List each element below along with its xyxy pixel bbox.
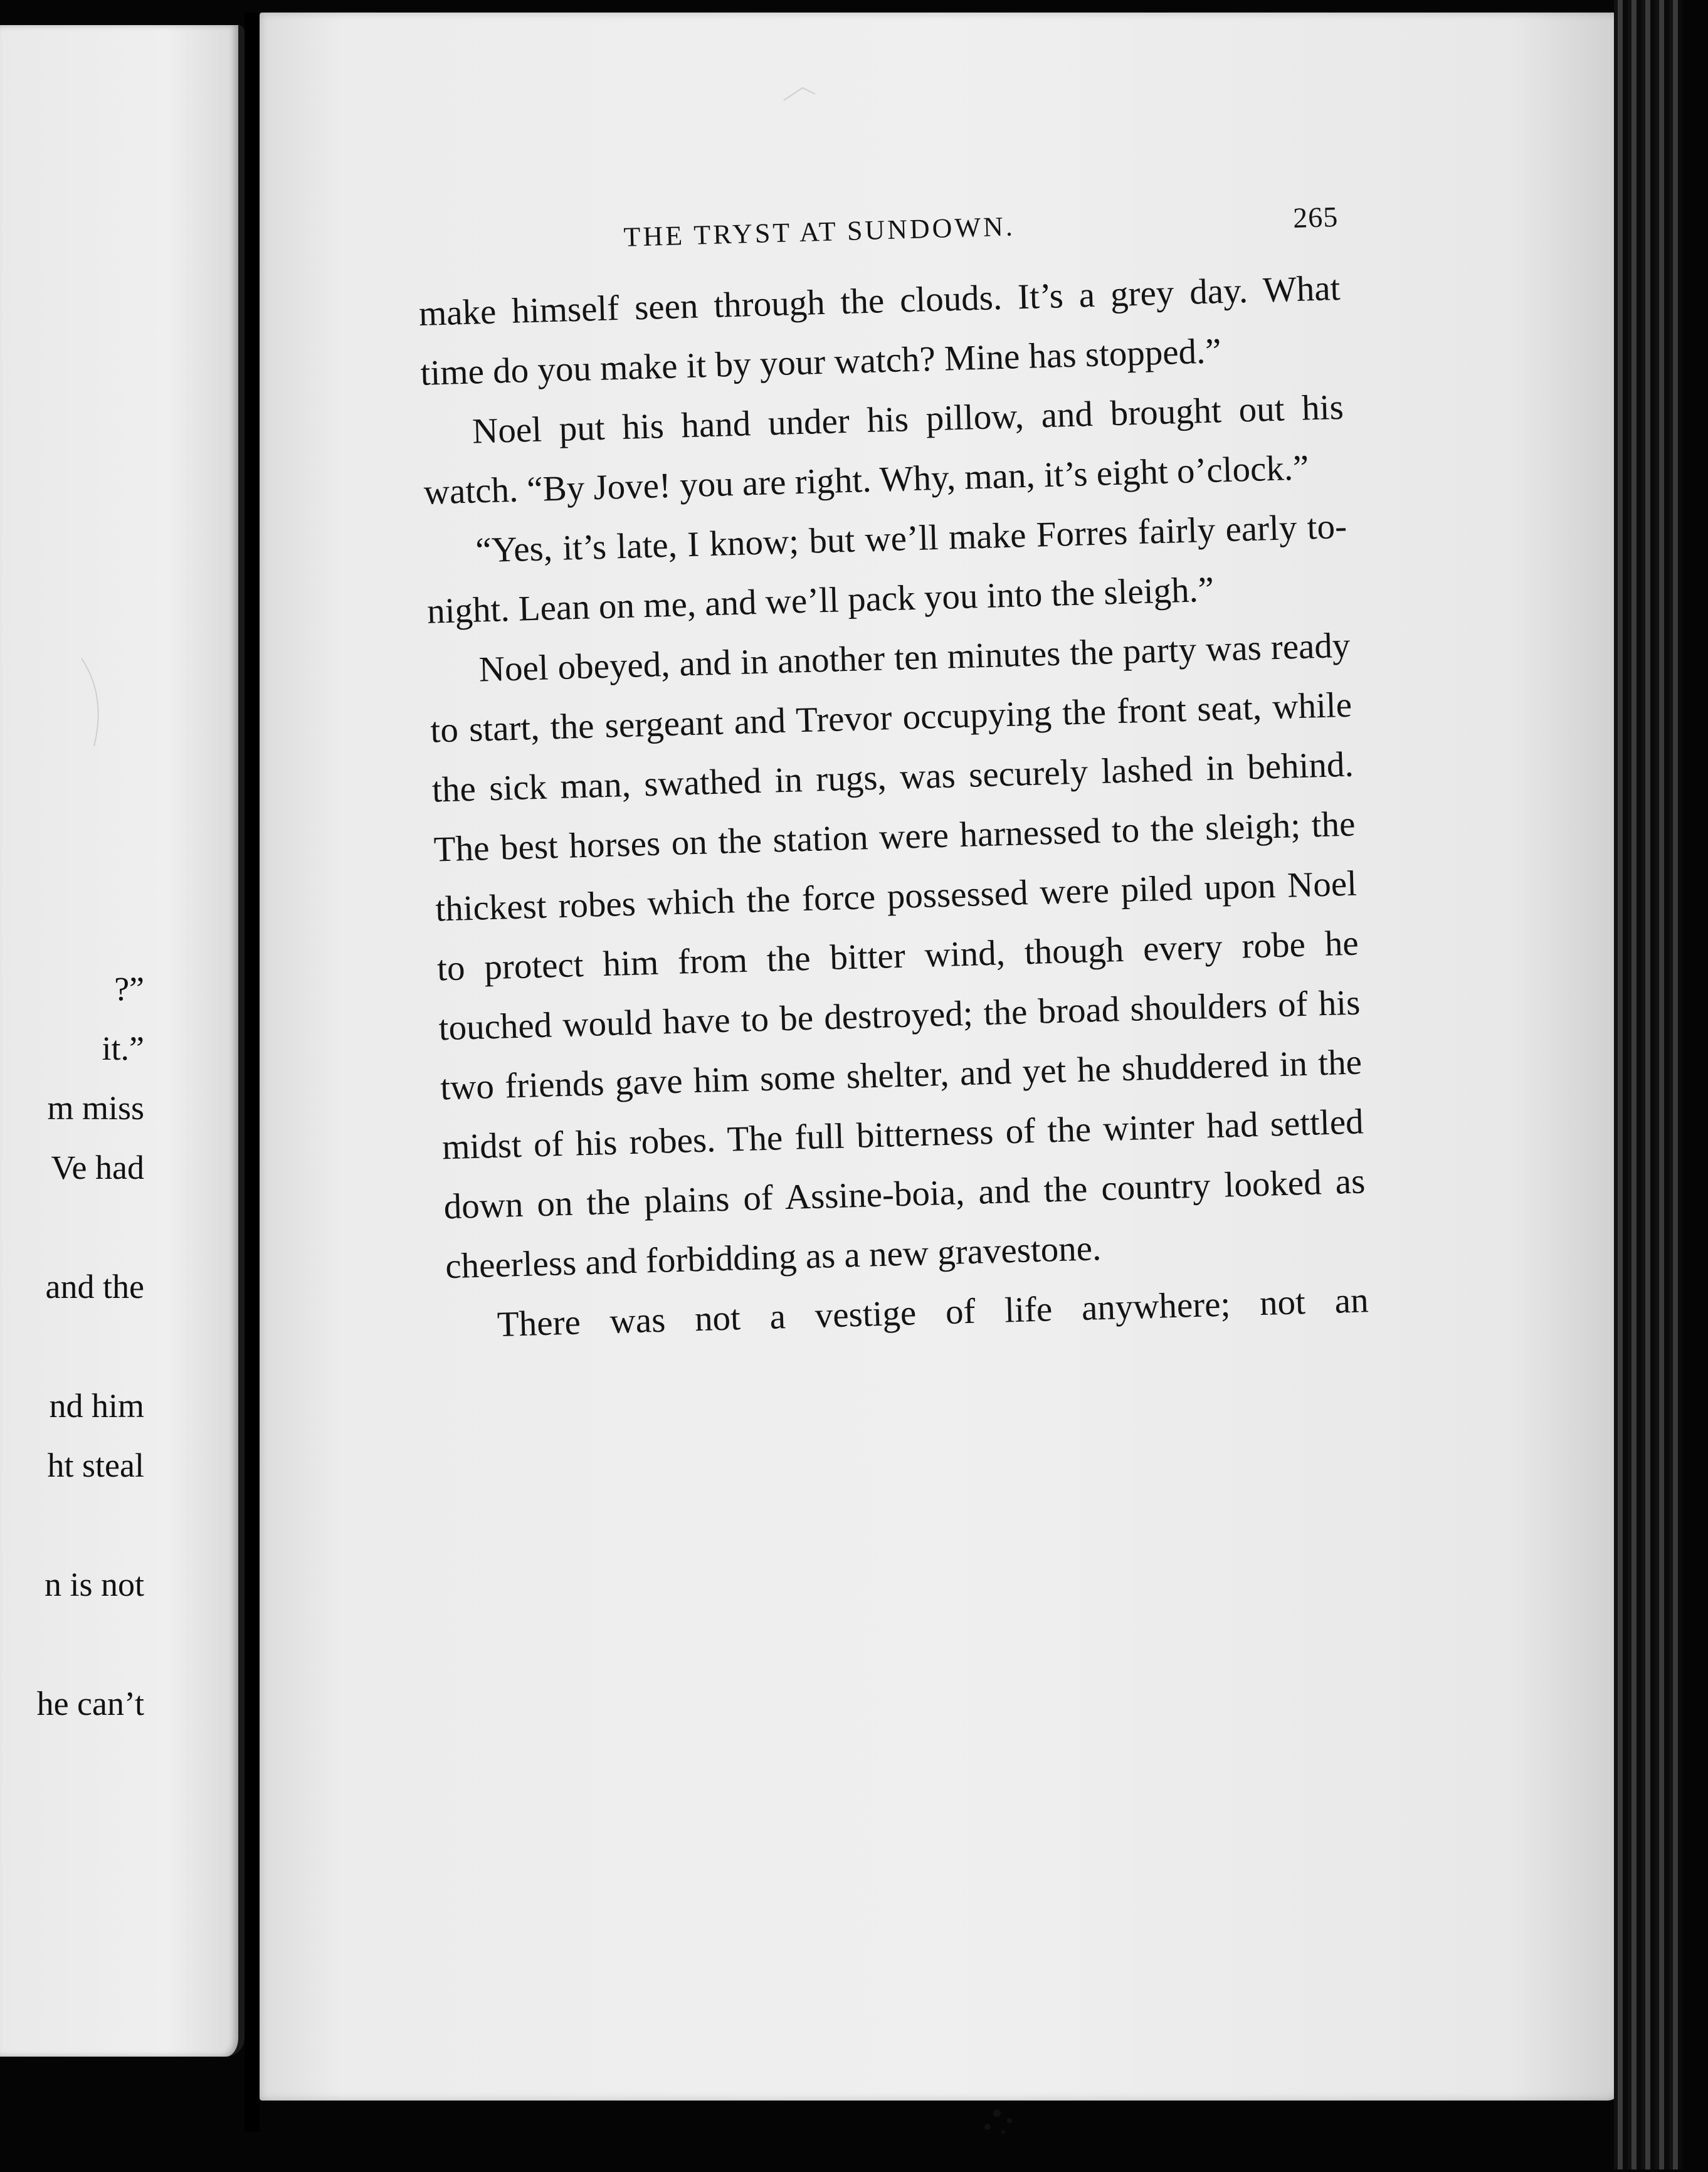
- left-line: [0, 1615, 144, 1674]
- left-line: he can’t: [36, 1685, 144, 1722]
- paragraph: Noel put his hand under his pillow, and brought out his watch. “By Jove! you are right. Why, man, it’s eight o’clock.”: [423, 387, 1344, 512]
- left-line: it.”: [102, 1030, 144, 1067]
- paragraph: Noel obeyed, and in another ten minutes the party was ready to start, the sergeant and Trevor occupying the front seat, while the sick man, swathed in rugs, was securely lashed in behind. The best horses on the station were harnessed to the sleigh; the thickest robes which the force possessed were piled upon Noel to protect him from the bitter wind, though every robe he touched would have to be destroyed; the broad shoulders of his two friends gave him some shelter, and yet he shuddered in the midst of his robes. The full bitterness of the winter had settled down on the plains of Assine-boia, and the country looked as cheerless and forbidding as a new gravestone.: [430, 625, 1366, 1287]
- page-number: 265: [1292, 200, 1339, 234]
- left-line: ?”: [114, 970, 144, 1008]
- page-edges: [1614, 0, 1683, 2169]
- left-line: Ve had: [51, 1149, 144, 1186]
- page-text-block: [416, 200, 1369, 1356]
- paragraph: “Yes, it’s late, I know; but we’ll make Forres fairly early to-night. Lean on me, and we’ll pack you into the sleigh.”: [426, 506, 1347, 631]
- left-line: [0, 1495, 144, 1555]
- paragraph: make himself seen through the clouds. It’s a grey day. What time do you make it by your watch? Mine has stopped.”: [418, 268, 1341, 393]
- book-gutter: [245, 13, 260, 2132]
- left-line: n is not: [44, 1566, 144, 1603]
- running-title: THE TRYST AT SUNDOWN.: [623, 211, 1016, 253]
- left-facing-page: [0, 25, 245, 2057]
- paragraph: There was not a vestige of life anywhere; not an: [497, 1280, 1369, 1345]
- left-line: nd him: [49, 1387, 144, 1425]
- right-page: [260, 13, 1620, 2101]
- left-line: [0, 1317, 144, 1376]
- left-line: and the: [45, 1268, 144, 1305]
- running-head: [416, 200, 1339, 259]
- left-line: [0, 1198, 144, 1257]
- left-line: m miss: [47, 1089, 144, 1127]
- left-line: ht steal: [47, 1447, 144, 1484]
- left-page-text-fragments: [0, 959, 144, 1734]
